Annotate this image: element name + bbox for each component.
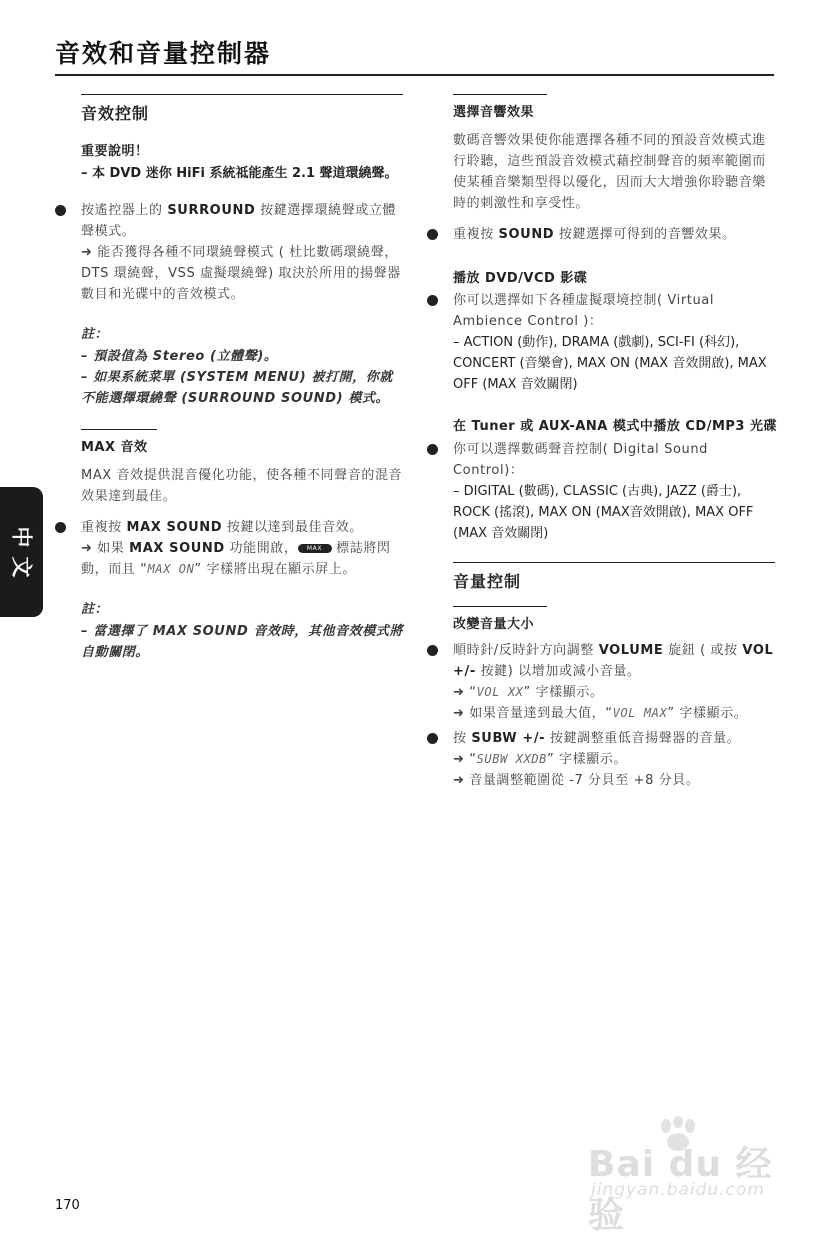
max-sound-text-pre: 重複按 [81, 520, 127, 535]
change-volume-title: 改變音量大小 [453, 617, 535, 632]
sound-control-section [81, 101, 405, 409]
select-effect-intro: 數碼音響效果使你能選擇各種不同的預設音效模式進行聆聽，這些預設音效模式藉控制聲音的頻率範圍而使某種音樂類型得以優化，因而大大增強你聆聽音樂時的刺激性和享受性。 [453, 133, 766, 211]
max-sound-title: MAX 音效 [81, 440, 148, 455]
bullet-dot-icon [427, 444, 438, 455]
max-sound-bullet [81, 517, 405, 580]
sound-text-pre: 重複按 [453, 227, 499, 242]
vol-key: VOL +/- [453, 643, 774, 679]
volume-bullet [453, 640, 777, 724]
lcd-subw: SUBW XXDB [476, 752, 547, 766]
lcd-max-on: MAX ON [147, 562, 195, 576]
bullet-dot-icon [427, 295, 438, 306]
watermark-site: jingyan.baidu.com [591, 1180, 765, 1200]
volume-key: VOLUME [598, 643, 664, 658]
title-rule [55, 74, 774, 76]
right-column [427, 88, 777, 791]
left-column [55, 88, 405, 663]
surround-key: SURROUND [167, 203, 256, 218]
lcd-vol-max: VOL MAX [612, 706, 668, 720]
dvd-vcd-bullet [453, 290, 777, 395]
section-rule [81, 94, 403, 95]
max-result-mid: 功能開啟， [224, 541, 298, 556]
max-result-end: ” 字樣將出現在顯示屏上。 [194, 562, 357, 577]
max-sound-key: MAX SOUND [126, 520, 223, 535]
bullet-dot-icon [427, 645, 438, 656]
side-tab-char-2: 文 [9, 556, 34, 578]
watermark [588, 1116, 778, 1236]
vol-max-pre: ➜ 如果音量達到最大值，“ [453, 706, 613, 721]
max-sound-section [81, 436, 405, 663]
subw-result-post: ” 字樣顯示。 [546, 752, 628, 767]
important-text: – 本 DVD 迷你 HiFi 系統祗能產生 2.1 聲道環繞聲。 [81, 166, 398, 181]
volume-text-post: 按鍵) 以增加或減小音量。 [475, 664, 641, 679]
language-side-tab [0, 487, 43, 617]
subw-bullet [453, 728, 777, 791]
watermark-logo: Bai du 经验 [588, 1144, 773, 1236]
subw-result-pre: ➜ “ [453, 752, 477, 767]
lcd-vol-xx: VOL XX [476, 685, 524, 699]
dvd-vcd-title: 播放 DVD/VCD 影碟 [453, 271, 588, 286]
vol-result-post: ” 字樣顯示。 [523, 685, 604, 700]
select-effect-section [453, 101, 777, 544]
sound-control-title: 音效控制 [81, 104, 150, 123]
max-indicator-icon: MAX [298, 544, 332, 553]
surround-text-post: 按鍵選擇環繞聲或立體聲模式。 [81, 203, 397, 239]
note-label: 註： [81, 327, 109, 342]
bullet-dot-icon [55, 522, 66, 533]
max-result-pre: ➜ 如果 [81, 541, 130, 556]
max-sound-text-post: 按鍵以達到最佳音效。 [222, 520, 363, 535]
page-number: 170 [55, 1198, 80, 1213]
change-volume-section [453, 613, 777, 791]
volume-title: 音量控制 [453, 572, 522, 591]
section-rule [453, 606, 547, 607]
subw-key: SUBW +/- [471, 731, 546, 746]
surround-result: ➜ 能否獲得各種不同環繞聲模式 ( 杜比數碼環繞聲，DTS 環繞聲，VSS 虛擬環繞聲) 取決於所用的揚聲器數目和光碟中的音效模式。 [81, 245, 401, 302]
tuner-title: 在 Tuner 或 AUX-ANA 模式中播放 CD/MP3 光碟 [453, 419, 777, 434]
max-result-key: MAX SOUND [129, 541, 225, 556]
bullet-dot-icon [55, 205, 66, 216]
side-tab-char-1: 中 [9, 526, 34, 548]
tuner-text: 你可以選擇數碼聲音控制( Digital Sound Control)： [453, 442, 709, 478]
section-rule [81, 429, 157, 430]
tuner-bullet [453, 439, 777, 544]
section-rule [453, 562, 775, 563]
subw-text-pre: 按 [453, 731, 472, 746]
subw-range: ➜ 音量調整範圍從 -7 分貝至 +8 分貝。 [453, 773, 700, 788]
sound-bullet [453, 224, 777, 245]
vol-max-post: ” 字樣顯示。 [667, 706, 748, 721]
volume-text-pre: 順時針/反時針方向調整 [453, 643, 599, 658]
surround-text-pre: 按遙控器上的 [81, 203, 168, 218]
max-sound-note: – 當選擇了 MAX SOUND 音效時，其他音效模式將自動關閉。 [81, 624, 404, 660]
page-title: 音效和音量控制器 [55, 39, 272, 68]
select-effect-title: 選擇音響效果 [453, 105, 535, 120]
important-label: 重要說明！ [81, 144, 149, 159]
note-default: – 預設值為 Stereo (立體聲)。 [81, 349, 278, 364]
section-rule [453, 94, 547, 95]
note-system-menu: – 如果系統菜單 (SYSTEM MENU) 被打開，你就不能選擇環繞聲 (SURROUND SOUND) 模式。 [81, 370, 393, 406]
note-label: 註： [81, 602, 109, 617]
sound-key: SOUND [498, 227, 555, 242]
bullet-dot-icon [427, 733, 438, 744]
tuner-options: – DIGITAL (數碼), CLASSIC (古典), JAZZ (爵士), ROCK (搖滾), MAX ON (MAX音效開啟), MAX OFF (MAX 音效關閉) [453, 484, 754, 541]
volume-section [453, 569, 777, 592]
max-sound-intro: MAX 音效提供混音優化功能，使各種不同聲音的混音效果達到最佳。 [81, 468, 403, 504]
max-result-post: 標誌將閃動，而且 “ [81, 541, 391, 577]
dvd-vcd-text: 你可以選擇如下各種虛擬環境控制( Virtual Ambience Control )： [453, 293, 715, 329]
sound-text-post: 按鍵選擇可得到的音響效果。 [554, 227, 736, 242]
volume-text-mid: 旋鈕 ( 或按 [663, 643, 743, 658]
bullet-dot-icon [427, 229, 438, 240]
subw-text-post: 按鍵調整重低音揚聲器的音量。 [545, 731, 741, 746]
vol-result-pre: ➜ “ [453, 685, 477, 700]
dvd-vcd-options: – ACTION (動作), DRAMA (戲劇), SCI-FI (科幻), CONCERT (音樂會), MAX ON (MAX 音效開啟), MAX OFF (MAX 音效關閉) [453, 335, 767, 392]
surround-bullet [81, 200, 405, 305]
